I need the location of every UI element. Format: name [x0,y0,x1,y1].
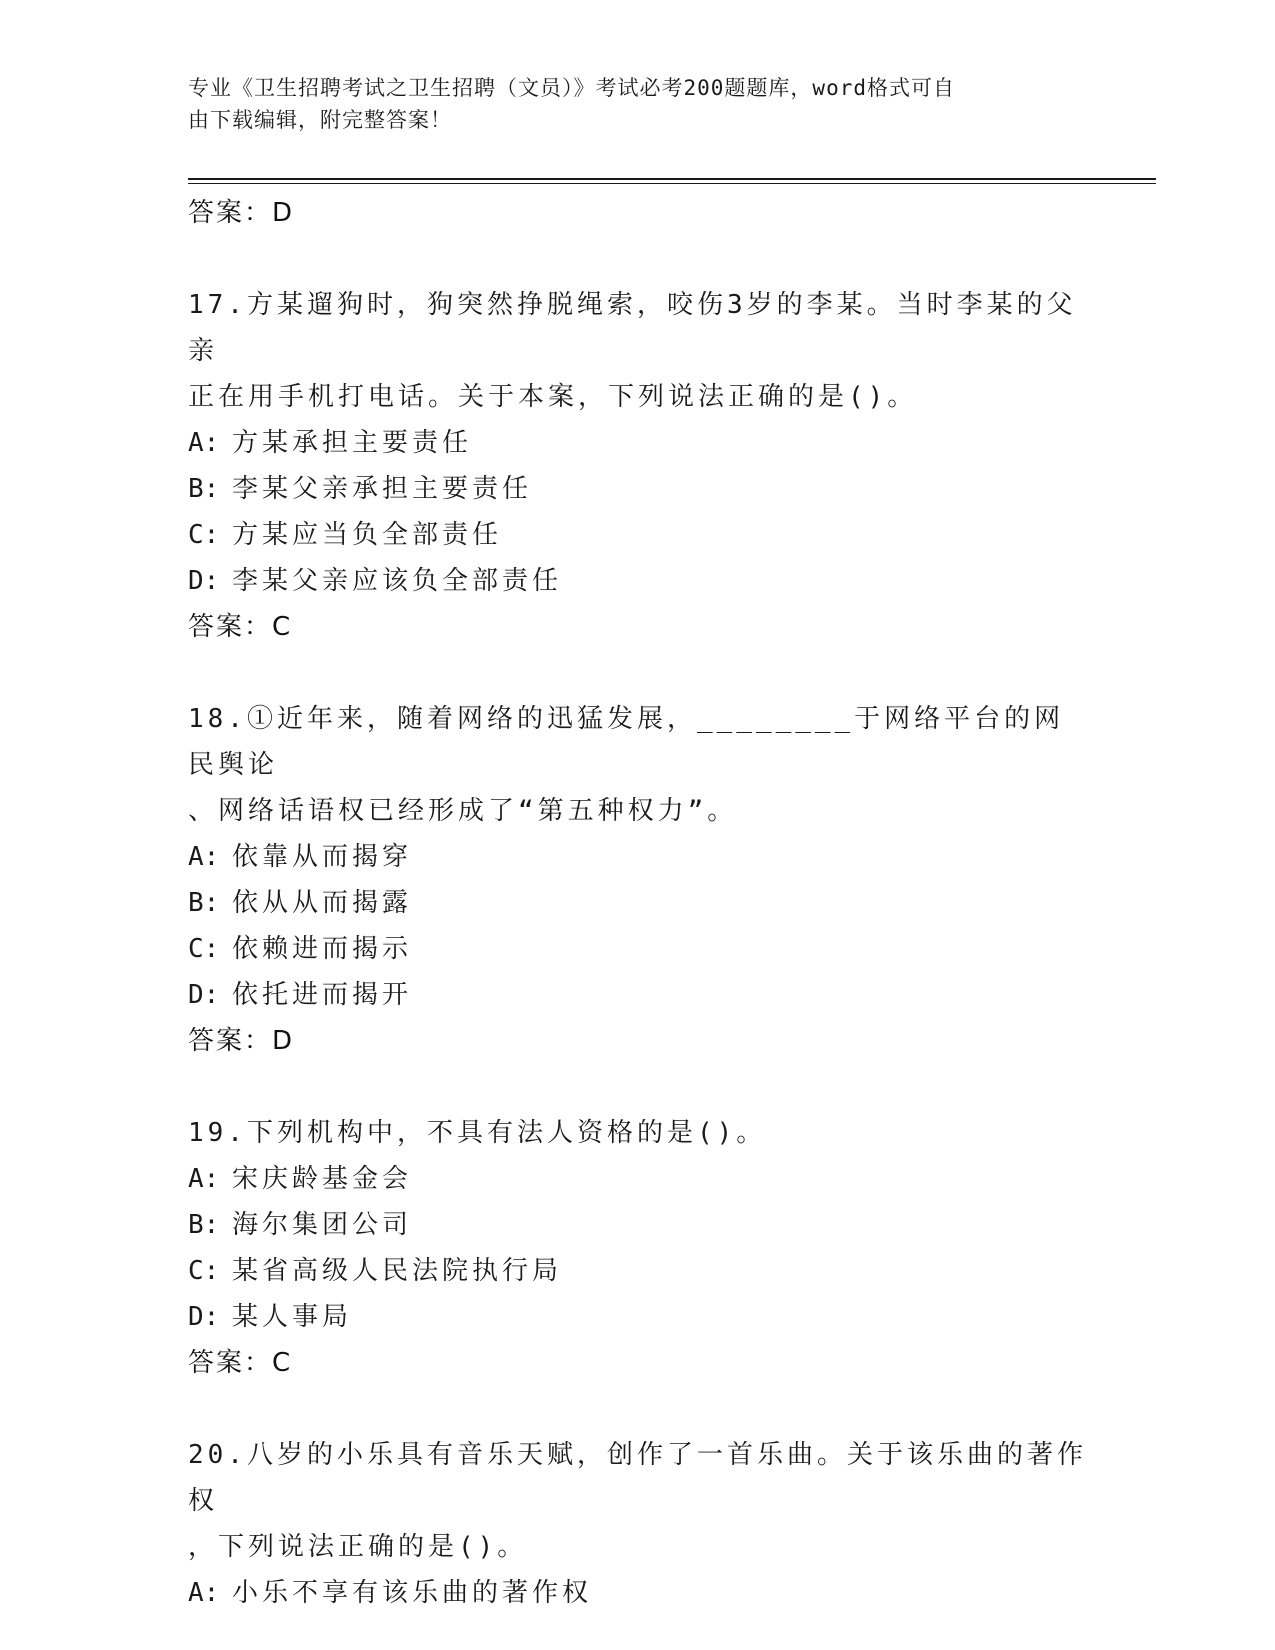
option-d [188,972,1088,1018]
option-text: 方某应当负全部责任 [232,520,503,550]
option-letter: B: [188,1210,220,1240]
question-text-line: ，下列说法正确的是()。 [188,1532,528,1562]
option-letter: A: [188,1578,220,1608]
option-letter: D: [188,980,220,1010]
option-text: 某人事局 [232,1302,353,1332]
option-a [188,1156,1088,1202]
spacer [188,650,1088,696]
option-text: 依托进而揭开 [232,980,413,1010]
option-letter: A: [188,1164,220,1194]
option-b [188,466,1088,512]
option-text: 李某父亲应该负全部责任 [232,566,563,596]
question-text-line: 19.下列机构中，不具有法人资格的是()。 [188,1118,767,1148]
option-c [188,926,1088,972]
option-d [188,558,1088,604]
option-letter: C: [188,520,220,550]
question-18 [188,696,1088,1064]
answer-previous: 答案：D [188,198,295,228]
option-d [188,1294,1088,1340]
question-text-line: 、网络话语权已经形成了“第五种权力”。 [188,796,738,826]
option-text: 小乐不享有该乐曲的著作权 [232,1578,593,1608]
option-text: 依赖进而揭示 [232,934,413,964]
question-text-line: 正在用手机打电话。关于本案，下列说法正确的是()。 [188,382,918,412]
option-text: 海尔集团公司 [232,1210,413,1240]
option-a [188,834,1088,880]
spacer [188,1386,1088,1432]
header-line-1: 专业《卫生招聘考试之卫生招聘（文员）》考试必考200题题库，word格式可自 [188,76,955,100]
document-body [188,190,1088,1616]
option-a [188,1570,1088,1616]
answer: 答案：C [188,1348,293,1378]
option-letter: A: [188,428,220,458]
answer: 答案：D [188,1026,295,1056]
question-20 [188,1432,1088,1616]
option-b [188,1202,1088,1248]
option-letter: A: [188,842,220,872]
option-c [188,512,1088,558]
option-text: 依靠从而揭穿 [232,842,413,872]
document-header [188,72,1068,136]
option-text: 李某父亲承担主要责任 [232,474,533,504]
option-a [188,420,1088,466]
question-17 [188,282,1088,650]
option-letter: C: [188,934,220,964]
option-text: 依从从而揭露 [232,888,413,918]
option-text: 某省高级人民法院执行局 [232,1256,563,1286]
option-letter: D: [188,1302,220,1332]
header-line-2: 由下载编辑，附完整答案！ [188,108,452,132]
option-letter: B: [188,474,220,504]
option-letter: D: [188,566,220,596]
option-c [188,1248,1088,1294]
option-text: 宋庆龄基金会 [232,1164,413,1194]
question-text-line: 18.①近年来，随着网络的迅猛发展，________于网络平台的网民舆论 [188,704,1065,780]
answer: 答案：C [188,612,293,642]
option-text: 方某承担主要责任 [232,428,473,458]
header-rule-thick [188,178,1156,180]
question-text-line: 17.方某遛狗时，狗突然挣脱绳索，咬伤3岁的李某。当时李某的父亲 [188,290,1077,366]
question-text-line: 20.八岁的小乐具有音乐天赋，创作了一首乐曲。关于该乐曲的著作权 [188,1440,1087,1516]
question-19 [188,1110,1088,1386]
option-letter: C: [188,1256,220,1286]
spacer [188,236,1088,282]
option-letter: B: [188,888,220,918]
option-b [188,880,1088,926]
spacer [188,1064,1088,1110]
header-rule-thin [188,183,1156,184]
